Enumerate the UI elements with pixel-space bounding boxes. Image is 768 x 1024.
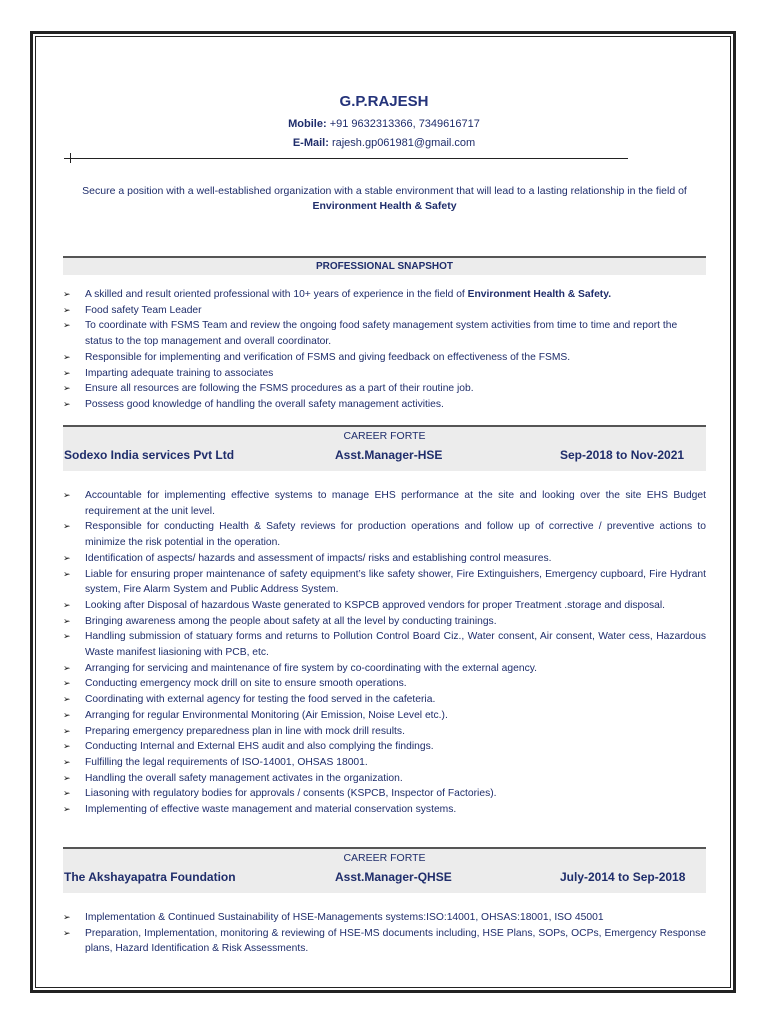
- list-item: [63, 567, 706, 598]
- list-item: [63, 519, 706, 550]
- arrowhead-bullet-icon: ➢: [63, 756, 71, 767]
- arrowhead-bullet-icon: ➢: [63, 351, 71, 362]
- arrowhead-bullet-icon: ➢: [63, 631, 71, 642]
- job-dates: Sep-2018 to Nov-2021: [560, 448, 685, 462]
- snapshot-item-text: Food safety Team Leader: [85, 304, 202, 316]
- duty-text: Handling submission of statuary forms and returns to Pollution Control Board Ciz., Water consent, Air consent, Water cess, Hazardous Waste manifest liasioning with PCB, etc.: [85, 631, 706, 659]
- list-item: [63, 397, 706, 413]
- header-divider-tick: [70, 153, 71, 163]
- header-divider: [64, 158, 628, 159]
- snapshot-list: [63, 287, 706, 413]
- email-value: rajesh.gp061981@gmail.com: [331, 137, 476, 149]
- list-item: [63, 724, 706, 740]
- arrowhead-bullet-icon: ➢: [63, 678, 71, 689]
- arrowhead-bullet-icon: ➢: [63, 304, 71, 315]
- list-item: [63, 802, 706, 818]
- list-item: [63, 910, 706, 926]
- arrowhead-bullet-icon: ➢: [63, 615, 71, 626]
- arrowhead-bullet-icon: ➢: [63, 804, 71, 815]
- snapshot-title: PROFESSIONAL SNAPSHOT: [315, 261, 454, 272]
- list-item: [63, 771, 706, 787]
- duty-text: Bringing awareness among the people about safety at all the level by conducting trainings.: [85, 615, 497, 627]
- snapshot-item-emphasis: Environment Health & Safety.: [467, 289, 612, 300]
- arrowhead-bullet-icon: ➢: [63, 741, 71, 752]
- duty-text: Fulfilling the legal requirements of ISO-14001, OHSAS 18001.: [85, 756, 368, 768]
- snapshot-item-text: A skilled and result oriented professional with 10+ years of experience in the field of: [85, 289, 468, 300]
- duty-text: Handling the overall safety management activates in the organization.: [85, 772, 403, 784]
- job-duties-list: [63, 910, 706, 957]
- career-objective: [64, 184, 705, 214]
- list-item: [63, 629, 706, 660]
- email-line: [0, 137, 768, 149]
- career-forte-title: CAREER FORTE: [343, 852, 426, 864]
- list-item: [63, 755, 706, 771]
- list-item: [63, 318, 706, 349]
- arrowhead-bullet-icon: ➢: [63, 927, 71, 938]
- objective-text: Secure a position with a well-established organization with a stable environment that will lead to a lasting relationship in the field of: [82, 185, 687, 197]
- mobile-value: +91 9632313366, 7349616717: [329, 118, 480, 130]
- snapshot-item-text: Imparting adequate training to associates: [85, 367, 274, 379]
- arrowhead-bullet-icon: ➢: [63, 772, 71, 783]
- job-role: Asst.Manager-HSE: [335, 448, 443, 462]
- job-company: The Akshayapatra Foundation: [64, 870, 236, 884]
- list-item: [63, 614, 706, 630]
- duty-text: Accountable for implementing effective systems to manage EHS performance at the site and looking over the site EHS Budget requirement at the unit level.: [85, 490, 706, 517]
- duty-text: Arranging for regular Environmental Monitoring (Air Emission, Noise Level etc.).: [85, 709, 448, 721]
- duty-text: Conducting emergency mock drill on site to ensure smooth operations.: [85, 678, 407, 690]
- list-item: [63, 739, 706, 755]
- list-item: [63, 350, 706, 366]
- duty-text: Looking after Disposal of hazardous Waste generated to KSPCB approved vendors for proper Treatment .storage and disposal.: [85, 599, 666, 611]
- job-dates: July-2014 to Sep-2018: [560, 870, 686, 884]
- list-item: [63, 303, 706, 319]
- mobile-line: [0, 118, 768, 130]
- list-item: [63, 661, 706, 677]
- arrowhead-bullet-icon: ➢: [63, 398, 71, 409]
- list-item: [63, 488, 706, 519]
- list-item: [63, 708, 706, 724]
- duty-text: Preparing emergency preparedness plan in line with mock drill results.: [85, 725, 405, 737]
- duty-text: Coordinating with external agency for testing the food served in the cafeteria.: [85, 694, 436, 706]
- arrowhead-bullet-icon: ➢: [63, 662, 71, 673]
- arrowhead-bullet-icon: ➢: [63, 599, 71, 610]
- career-forte-title: CAREER FORTE: [343, 430, 426, 442]
- arrowhead-bullet-icon: ➢: [63, 709, 71, 720]
- arrowhead-bullet-icon: ➢: [63, 367, 71, 378]
- snapshot-item-text: Possess good knowledge of handling the overall safety management activities.: [85, 398, 444, 410]
- duty-text: Conducting Internal and External EHS audit and also complying the findings.: [85, 741, 434, 753]
- email-label: E-Mail:: [292, 137, 329, 149]
- arrowhead-bullet-icon: ➢: [63, 521, 71, 532]
- mobile-label: Mobile:: [288, 118, 327, 130]
- arrowhead-bullet-icon: ➢: [63, 912, 71, 922]
- arrowhead-bullet-icon: ➢: [63, 289, 71, 299]
- duty-text: Implementing of effective waste management and material conservation systems.: [85, 804, 457, 816]
- job-duties-list: [63, 488, 706, 818]
- list-item: [63, 926, 706, 957]
- list-item: [63, 692, 706, 708]
- snapshot-item-text: Ensure all resources are following the FSMS procedures as a part of their routine job.: [85, 383, 474, 395]
- job-header-sodexo: [63, 425, 706, 471]
- duty-text: Liable for ensuring proper maintenance of safety equipment’s like safety shower, Fire Extinguishers, Emergency cupboard, Fire Hydrant system, Fire Alarm System and Public Address System.: [85, 568, 706, 596]
- snapshot-item-text: Responsible for implementing and verification of FSMS and giving feedback on effectiveness of the FSMS.: [85, 351, 571, 363]
- duty-text: Arranging for servicing and maintenance of fire system by co-coordinating with the external agency.: [85, 662, 537, 674]
- job-company: Sodexo India services Pvt Ltd: [64, 448, 235, 462]
- list-item: [63, 381, 706, 397]
- list-item: [63, 287, 706, 303]
- duty-text: Liasoning with regulatory bodies for approvals / consents (KSPCB, Inspector of Factories).: [85, 788, 497, 800]
- duty-text: Implementation & Continued Sustainability of HSE-Managements systems:ISO:14001, OHSAS:18001, ISO 45001: [85, 912, 604, 923]
- arrowhead-bullet-icon: ➢: [63, 383, 71, 394]
- list-item: [63, 551, 706, 567]
- snapshot-heading-band: [63, 256, 706, 275]
- snapshot-item-text: To coordinate with FSMS Team and review the ongoing food safety management system activities from time to time and report the status to the top management and overall coordinator.: [85, 320, 678, 348]
- list-item: [63, 366, 706, 382]
- arrowhead-bullet-icon: ➢: [63, 490, 71, 500]
- arrowhead-bullet-icon: ➢: [63, 320, 71, 331]
- job-header-akshayapatra: [63, 847, 706, 893]
- arrowhead-bullet-icon: ➢: [63, 725, 71, 736]
- duty-text: Identification of aspects/ hazards and assessment of impacts/ risks and establishing control measures.: [85, 552, 552, 564]
- duty-text: Preparation, Implementation, monitoring & reviewing of HSE-MS documents including, HSE Plans, SOPs, OCPs, Emergency Response plans, Hazard Identification & Risk Assessments.: [85, 927, 706, 955]
- list-item: [63, 598, 706, 614]
- job-role: Asst.Manager-QHSE: [335, 870, 452, 884]
- duty-text: Responsible for conducting Health & Safety reviews for production operations and follow up of corrective / preventive actions to minimize the risk potential in the operation.: [85, 521, 706, 549]
- arrowhead-bullet-icon: ➢: [63, 788, 71, 799]
- objective-emphasis: Environment Health & Safety: [312, 200, 457, 212]
- arrowhead-bullet-icon: ➢: [63, 552, 71, 563]
- arrowhead-bullet-icon: ➢: [63, 694, 71, 705]
- list-item: [63, 786, 706, 802]
- candidate-name: G.P.RAJESH: [339, 93, 429, 110]
- list-item: [63, 676, 706, 692]
- arrowhead-bullet-icon: ➢: [63, 568, 71, 579]
